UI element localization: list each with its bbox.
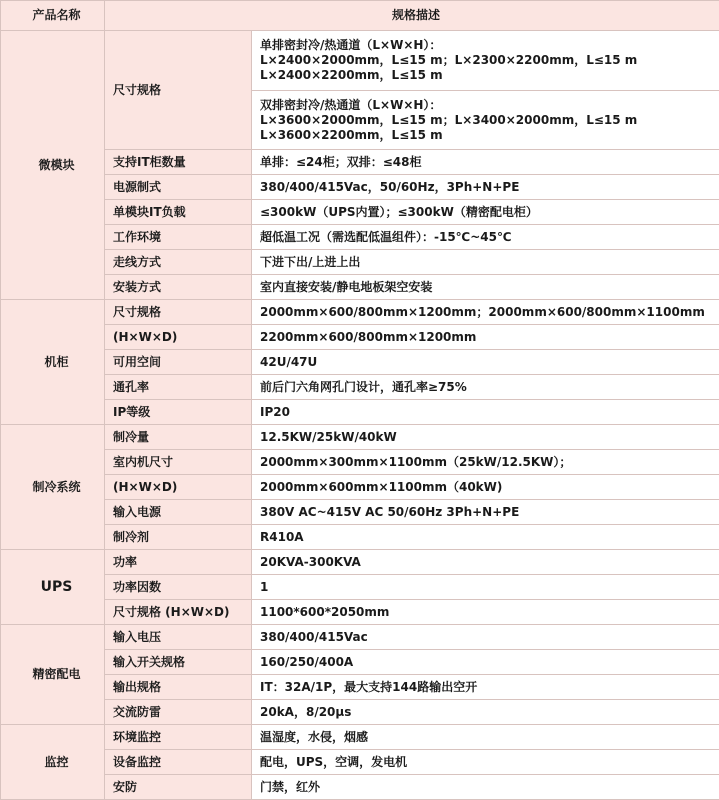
row-label: (H×W×D) — [105, 475, 252, 500]
row-value: 380V AC~415V AC 50/60Hz 3Ph+N+PE — [252, 500, 719, 525]
table-row — [1, 275, 719, 300]
row-value: 单排：≤24柜；双排：≤48柜 — [252, 150, 719, 175]
double-row-spec — [252, 91, 719, 150]
category-cooling: 制冷系统 — [1, 425, 105, 550]
row-value: 1100*600*2050mm — [252, 600, 719, 625]
row-label: 输入电源 — [105, 500, 252, 525]
single-row-line: L×2400×2000mm，L≤15 m；L×2300×2200mm，L≤15 m — [260, 53, 638, 67]
table-row — [1, 450, 719, 475]
row-value: 2000mm×600/800mm×1200mm；2000mm×600/800mm×1100mm — [252, 300, 719, 325]
table-row — [1, 625, 719, 650]
row-label: 电源制式 — [105, 175, 252, 200]
row-value: 下进下出/上进上出 — [252, 250, 719, 275]
category-micro-module: 微模块 — [1, 31, 105, 300]
header-spec-desc: 规格描述 — [105, 1, 719, 31]
double-row-line: L×3600×2000mm，L≤15 m；L×3400×2000mm，L≤15 m — [260, 112, 638, 127]
row-label: 输入开关规格 — [105, 650, 252, 675]
category-ups: UPS — [1, 550, 105, 625]
row-label: 尺寸规格 (H×W×D) — [105, 600, 252, 625]
table-row — [1, 500, 719, 525]
table-row — [1, 150, 719, 175]
row-value: 室内直接安装/静电地板架空安装 — [252, 275, 719, 300]
table-row — [1, 575, 719, 600]
row-label: 交流防雷 — [105, 700, 252, 725]
category-cabinet: 机柜 — [1, 300, 105, 425]
row-label: 输入电压 — [105, 625, 252, 650]
table-row — [1, 325, 719, 350]
table-row — [1, 775, 719, 800]
row-label: 安防 — [105, 775, 252, 800]
row-label: 输出规格 — [105, 675, 252, 700]
row-value: 门禁，红外 — [252, 775, 719, 800]
table-row — [1, 250, 719, 275]
table-row — [1, 300, 719, 325]
single-row-line: 单排密封冷/热通道（L×W×H）： — [260, 38, 442, 52]
table-row — [1, 425, 719, 450]
row-label: (H×W×D) — [105, 325, 252, 350]
row-value: 超低温工况（需选配低温组件）：-15℃~45℃ — [252, 225, 719, 250]
row-label: 支持IT柜数量 — [105, 150, 252, 175]
row-value: 2200mm×600/800mm×1200mm — [252, 325, 719, 350]
table-row — [1, 200, 719, 225]
table-row — [1, 225, 719, 250]
row-value: 42U/47U — [252, 350, 719, 375]
row-value: 380/400/415Vac — [252, 625, 719, 650]
header-row — [1, 1, 719, 31]
table-row — [1, 350, 719, 375]
table-row — [1, 650, 719, 675]
table-row — [1, 400, 719, 425]
row-label: 工作环境 — [105, 225, 252, 250]
row-value: R410A — [252, 525, 719, 550]
single-row-line: L×2400×2200mm，L≤15 m — [260, 68, 443, 82]
row-label: 室内机尺寸 — [105, 450, 252, 475]
row-value: IP20 — [252, 400, 719, 425]
row-label: 通孔率 — [105, 375, 252, 400]
row-label: 制冷量 — [105, 425, 252, 450]
category-monitoring: 监控 — [1, 725, 105, 800]
row-label: 功率 — [105, 550, 252, 575]
row-value: 380/400/415Vac，50/60Hz，3Ph+N+PE — [252, 175, 719, 200]
header-product-name: 产品名称 — [1, 1, 105, 31]
category-pdu: 精密配电 — [1, 625, 105, 725]
single-row-spec — [252, 31, 719, 91]
table-row — [1, 175, 719, 200]
row-value: 1 — [252, 575, 719, 600]
row-label: 设备监控 — [105, 750, 252, 775]
row-value: 160/250/400A — [252, 650, 719, 675]
row-value: 12.5KW/25kW/40kW — [252, 425, 719, 450]
table-row — [1, 550, 719, 575]
row-value: 2000mm×600mm×1100mm（40kW) — [252, 475, 719, 500]
row-label: 可用空间 — [105, 350, 252, 375]
table-row — [1, 725, 719, 750]
row-value: 配电，UPS，空调，发电机 — [252, 750, 719, 775]
row-label: 环境监控 — [105, 725, 252, 750]
table-row — [1, 750, 719, 775]
double-row-line: 双排密封冷/热通道（L×W×H）： — [260, 97, 442, 112]
row-label: IP等级 — [105, 400, 252, 425]
table-row — [1, 700, 719, 725]
row-label: 走线方式 — [105, 250, 252, 275]
row-label-size: 尺寸规格 — [105, 31, 252, 150]
table-row — [1, 675, 719, 700]
table-row — [1, 600, 719, 625]
row-value: 前后门六角网孔门设计，通孔率≥75% — [252, 375, 719, 400]
row-label: 功率因数 — [105, 575, 252, 600]
row-value: ≤300kW（UPS内置）；≤300kW（精密配电柜） — [252, 200, 719, 225]
double-row-line: L×3600×2200mm，L≤15 m — [260, 127, 443, 142]
row-value: 20KVA-300KVA — [252, 550, 719, 575]
row-label: 单模块IT负载 — [105, 200, 252, 225]
row-value: 2000mm×300mm×1100mm（25kW/12.5KW）； — [252, 450, 719, 475]
row-label: 尺寸规格 — [105, 300, 252, 325]
table-row — [1, 375, 719, 400]
table-row — [1, 525, 719, 550]
row-value: 温湿度，水侵，烟感 — [252, 725, 719, 750]
row-label: 制冷剂 — [105, 525, 252, 550]
row-label: 安装方式 — [105, 275, 252, 300]
row-value: IT：32A/1P，最大支持144路输出空开 — [252, 675, 719, 700]
table-row — [1, 475, 719, 500]
row-value: 20kA，8/20μs — [252, 700, 719, 725]
table-row — [1, 31, 719, 91]
